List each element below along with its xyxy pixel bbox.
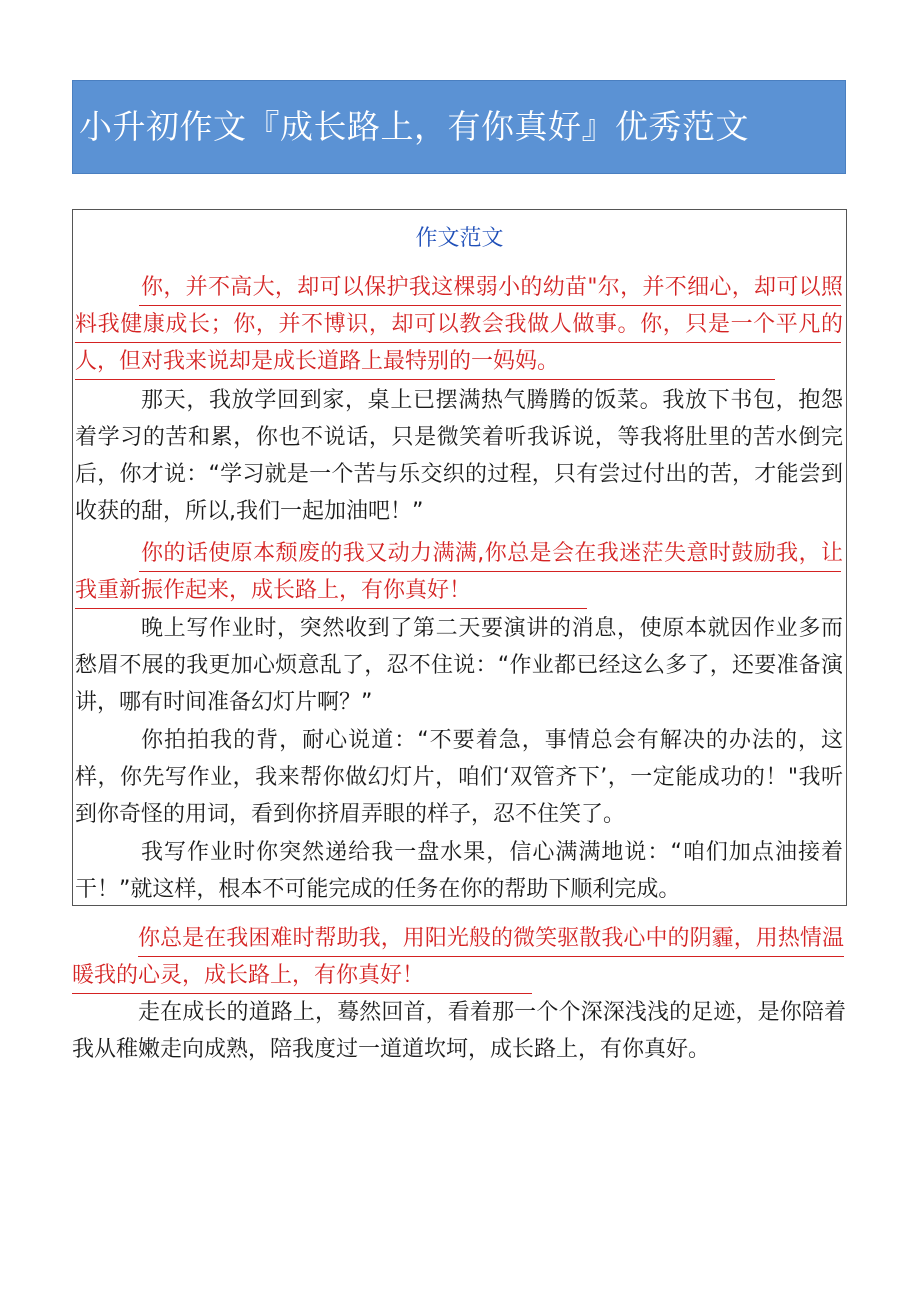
paragraph-double-effort: 你拍拍我的背，耐心说道：“不要着急，事情总会有解决的办法的，这样，你先写作业，我来帮你做幻灯片，咱们‘双管齐下’，一定能成功的！"我听到你奇怪的用词，看到你挤眉弄眼的样子，忍不住笑了。 (75, 728, 843, 827)
paragraph-fruit-plate: 我写作业时你突然递给我一盘水果，信心满满地说：“咱们加点油接着干！”就这样，根本不可能完成的任务在你的帮助下顺利完成。 (75, 840, 843, 902)
underline (138, 956, 844, 957)
paragraph-warm-heart: 你总是在我困难时帮助我，用阳光般的微笑驱散我心中的阴霾，用热情温暖我的心灵，成长路上，有你真好！ (72, 926, 844, 988)
underline (139, 571, 841, 572)
title-banner (72, 80, 846, 174)
paragraph-after-school: 那天，我放学回到家，桌上已摆满热气腾腾的饭菜。我放下书包，抱怨着学习的苦和累，你也不说话，只是微笑着听我诉说，等我将肚里的苦水倒完后，你才说：“学习就是一个苦与乐交织的过程，只有尝过付出的苦，才能尝到收获的甜，所以,我们一起加油吧！” (75, 388, 843, 524)
paragraph-homework-news: 晚上写作业时，突然收到了第二天要演讲的消息，使原本就因作业多而愁眉不展的我更加心烦意乱了，忍不住说：“作业都已经这么多了，还要准备演讲，哪有时间准备幻灯片啊？” (75, 616, 843, 715)
underline (75, 608, 587, 609)
underline (75, 379, 775, 380)
essay-box (72, 209, 847, 906)
underline (75, 342, 841, 343)
essay-heading: 作文范文 (415, 226, 504, 251)
paragraph-conclusion: 走在成长的道路上，蓦然回首，看着那一个个深深浅浅的足迹，是你陪着我从稚嫩走向成熟，陪我度过一道道坎坷，成长路上，有你真好。 (72, 1000, 846, 1062)
page-title: 小升初作文『成长路上，有你真好』优秀范文 (79, 107, 749, 146)
paragraph-intro: 你，并不高大，却可以保护我这棵弱小的幼苗"尔，并不细心，却可以照料我健康成长；你，并不博识，却可以教会我做人做事。你，只是一个平凡的人，但对我来说却是成长道路上最特别的一妈妈。 (75, 275, 843, 374)
paragraph-encouragement: 你的话使原本颓废的我又动力满满,你总是会在我迷茫失意时鼓励我，让我重新振作起来，成长路上，有你真好！ (75, 541, 843, 603)
underline (139, 305, 841, 306)
